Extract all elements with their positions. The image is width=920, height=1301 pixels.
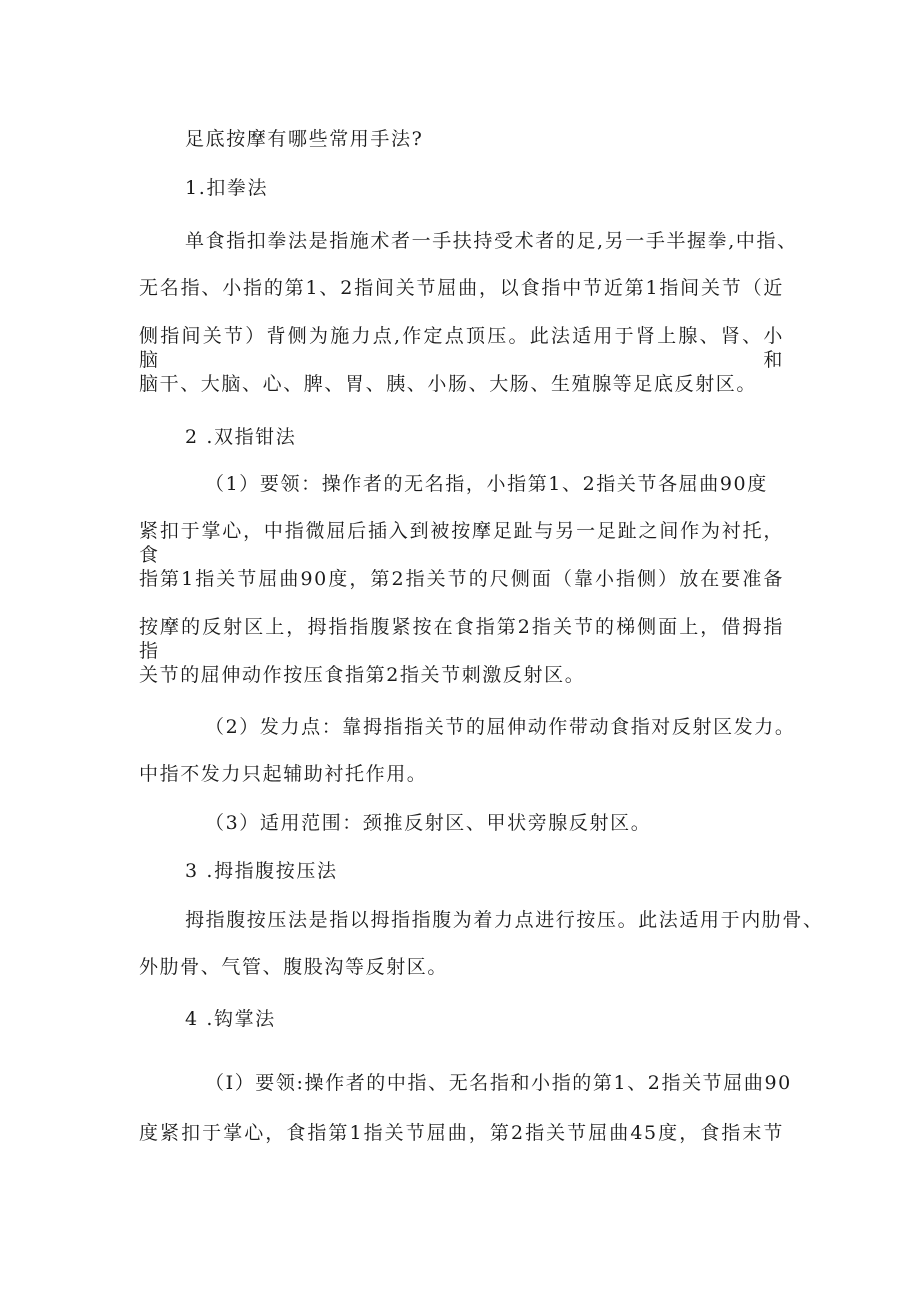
paragraph-line: （2）发力点：靠拇指指关节的屈伸动作带动食指对反射区发力。	[205, 716, 796, 738]
paragraph-line: 中指不发力只起辅助衬托作用。	[139, 763, 428, 785]
paragraph-line: 单食指扣拳法是指施术者一手扶持受术者的足,另一手半握拳,中指、	[185, 230, 798, 252]
section-heading-2: 2 .双指钳法	[185, 426, 297, 448]
section-heading-1: 1.扣拳法	[185, 177, 269, 199]
paragraph-line: 关节的屈伸动作按压食指第2指关节刺激反射区。	[139, 664, 586, 686]
paragraph-line: 外肋骨、气管、腹股沟等反射区。	[139, 956, 449, 978]
paragraph-line: 脑干、大脑、心、脾、胃、胰、小肠、大肠、生殖腺等足底反射区。	[139, 373, 758, 395]
paragraph-line: 按摩的反射区上，拇指指腹紧按在食指第2指关节的梯侧面上，借拇指指	[139, 616, 784, 662]
paragraph-line: 侧指间关节）背侧为施力点,作定点顶压。此法适用于肾上腺、肾、小脑和	[139, 325, 784, 371]
paragraph-line: 指第1指关节屈曲90度，第2指关节的尺侧面（靠小指侧）放在要准备	[139, 568, 784, 590]
paragraph-line: 无名指、小指的第1、2指间关节屈曲，以食指中节近第1指间关节（近	[139, 277, 784, 299]
paragraph-line: 紧扣于掌心，中指微屈后插入到被按摩足趾与另一足趾之间作为衬托，食	[139, 520, 784, 566]
paragraph-line: （I）要领:操作者的中指、无名指和小指的第1、2指关节屈曲90	[205, 1072, 792, 1094]
section-heading-3: 3 .拇指腹按压法	[185, 860, 338, 882]
paragraph-line: （1）要领：操作者的无名指，小指第1、2指关节各屈曲90度	[205, 473, 768, 495]
section-heading-4: 4 .钩掌法	[185, 1008, 276, 1030]
paragraph-line: 拇指腹按压法是指以拇指指腹为着力点进行按压。此法适用于内肋骨、	[185, 909, 824, 931]
page-title: 足底按摩有哪些常用手法?	[185, 128, 424, 150]
paragraph-line: （3）适用范围：颈推反射区、甲状旁腺反射区。	[205, 812, 652, 834]
paragraph-line: 度紧扣于掌心，食指第1指关节屈曲，第2指关节屈曲45度，食指末节	[139, 1122, 784, 1144]
